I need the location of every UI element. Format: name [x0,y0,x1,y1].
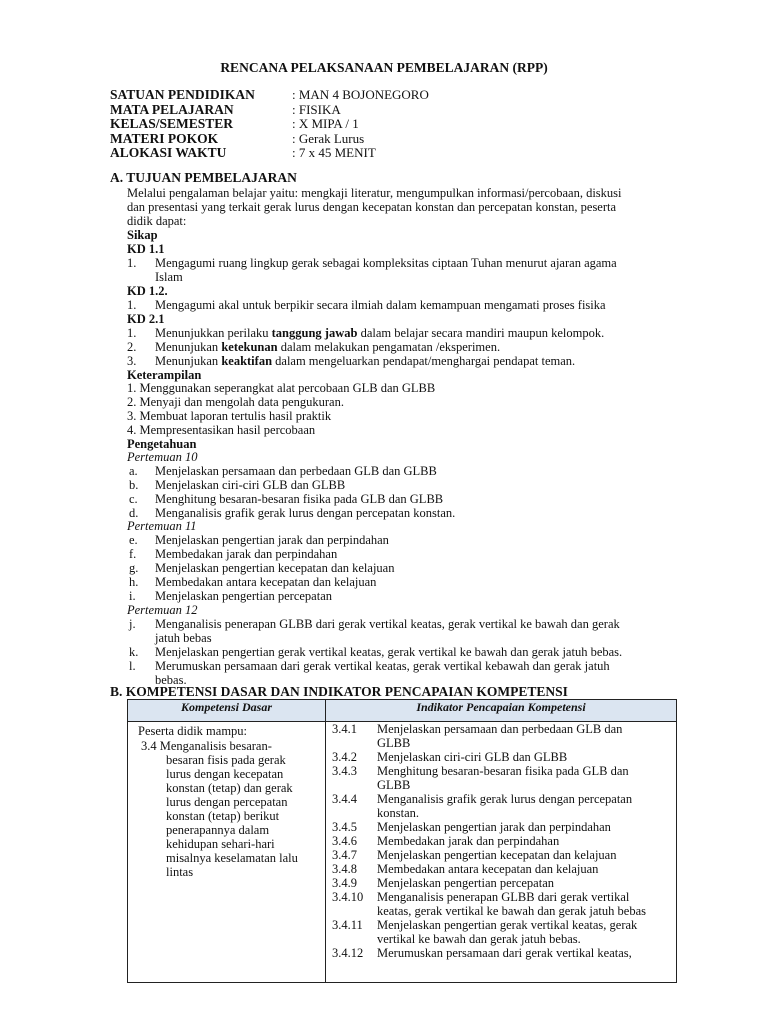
list-number: 1. [127,326,137,340]
intro-line: dan presentasi yang terkait gerak lurus dengan kecepatan konstan dan percepatan konstan, peserta [127,200,617,214]
kd-text-line: kehidupan sehari-hari [166,837,275,851]
meta-row [110,88,429,103]
item-emphasis: keaktifan [221,354,273,368]
kd-text-line: lurus dengan kecepatan [166,767,284,781]
meta-key: MATA PELAJARAN [110,101,234,117]
list-item: Menjelaskan pengertian kecepatan dan kelajuan [155,561,395,575]
list-number: 2. [127,340,137,354]
intro-line: didik dapat: [127,214,187,228]
meta-key: ALOKASI WAKTU [110,145,227,160]
keterampilan-heading: Keterampilan [127,368,202,382]
indicator-text: vertikal ke bawah dan gerak jatuh bebas. [377,932,581,946]
list-number: b. [129,478,139,492]
list-item: Menganalisis penerapan GLBB dari gerak vertikal keatas, gerak vertikal ke bawah dan gerak [155,617,620,631]
pengetahuan-heading: Pengetahuan [127,437,197,451]
meta-row [110,103,429,118]
indicator-text: Menjelaskan pengertian gerak vertikal keatas, gerak [377,918,638,932]
list-item: 1. Menggunakan seperangkat alat percobaan GLB dan GLBB [127,381,436,395]
list-number: g. [129,561,139,575]
indicator-text: Menjelaskan pengertian percepatan [377,876,554,890]
meta-value: : 7 x 45 MENIT [292,145,376,160]
section-a-heading: A. TUJUAN PEMBELAJARAN [110,170,297,185]
column-header-kd: Kompetensi Dasar [128,700,326,722]
list-item: Menghitung besaran-besaran fisika pada GLB dan GLBB [155,492,444,506]
list-number: j. [129,617,136,631]
meeting-10-heading: Pertemuan 10 [127,450,198,464]
meta-value: : Gerak Lurus [292,130,365,146]
kd-cell [128,722,326,983]
table-header-row [128,700,677,722]
meeting-12-heading: Pertemuan 12 [127,603,198,617]
indicator-code: 3.4.4 [332,792,357,806]
indicator-text: Menghitung besaran-besaran fisika pada GLB dan [377,764,629,778]
indicator-code: 3.4.6 [332,834,357,848]
kd-text-line: konstan (tetap) dan gerak [166,781,293,795]
kd-text-line: lintas [166,865,194,879]
indicator-cell [326,722,677,983]
item-text: dalam mengeluarkan pendapat/menghargai pendapat teman. [272,354,576,368]
meta-key: KELAS/SEMESTER [110,116,234,131]
kd-text-line: penerapannya dalam [166,823,270,837]
list-item: Menjelaskan persamaan dan perbedaan GLB dan GLBB [155,464,437,478]
kd-2-1-heading: KD 2.1 [127,312,165,326]
list-item: Merumuskan persamaan dari gerak vertikal keatas, gerak vertikal kebawah dan gerak jatuh [155,659,610,673]
list-item: 2. Menyaji dan mengolah data pengukuran. [127,395,344,409]
meta-key: MATERI POKOK [110,130,219,146]
competency-table [127,699,677,983]
section-b-heading: B. KOMPETENSI DASAR DAN INDIKATOR PENCAPAIAN KOMPETENSI [110,684,568,699]
list-number: f. [129,547,137,561]
indicator-text: GLBB [377,778,411,792]
list-number: a. [129,464,138,478]
meta-row [110,146,429,161]
list-item: jatuh bebas [155,631,212,645]
table-row [128,722,677,983]
indicator-text: GLBB [377,736,411,750]
kd-1-1-heading: KD 1.1 [127,242,165,256]
kd-text-line: konstan (tetap) berikut [166,809,280,823]
meta-value: : X MIPA / 1 [292,116,359,131]
list-item: Mengagumi ruang lingkup gerak sebagai kompleksitas ciptaan Tuhan menurut ajaran agama [155,256,617,270]
indicator-text: konstan. [377,806,420,820]
list-number: c. [129,492,138,506]
document-title: RENCANA PELAKSANAAN PEMBELAJARAN (RPP) [220,60,548,75]
indicator-text: Menjelaskan persamaan dan perbedaan GLB dan [377,722,623,736]
list-item: 3. Membuat laporan tertulis hasil praktik [127,409,332,423]
column-header-indicator: Indikator Pencapaian Kompetensi [326,700,677,722]
list-number: e. [129,533,138,547]
indicator-code: 3.4.10 [332,890,364,904]
list-item: Membedakan jarak dan perpindahan [155,547,338,561]
list-number: d. [129,506,139,520]
kd-text-line: besaran fisis pada gerak [166,753,286,767]
indicator-code: 3.4.12 [332,946,364,960]
intro-line: Melalui pengalaman belajar yaitu: mengkaji literatur, mengumpulkan informasi/percobaan, diskusi [127,186,622,200]
list-number: l. [129,659,136,673]
indicator-code: 3.4.8 [332,862,357,876]
list-number: k. [129,645,139,659]
indicator-code: 3.4.3 [332,764,357,778]
indicator-text: Menjelaskan ciri-ciri GLB dan GLBB [377,750,568,764]
indicator-text: Menjelaskan pengertian kecepatan dan kelajuan [377,848,617,862]
list-number: i. [129,589,136,603]
item-emphasis: ketekunan [221,340,278,354]
indicator-text: Merumuskan persamaan dari gerak vertikal keatas, [377,946,632,960]
item-text: Menunjukan [155,354,222,368]
kd-text-line: lurus dengan percepatan [166,795,288,809]
list-number: 3. [127,354,137,368]
indicator-text: Menjelaskan pengertian jarak dan perpindahan [377,820,611,834]
meta-row [110,117,429,132]
indicator-text: Membedakan antara kecepatan dan kelajuan [377,862,599,876]
item-text: Menunjukan [155,340,222,354]
indicator-text: Menganalisis grafik gerak lurus dengan percepatan [377,792,633,806]
indicator-text: Menganalisis penerapan GLBB dari gerak vertikal [377,890,630,904]
indicator-code: 3.4.1 [332,722,357,736]
indicator-code: 3.4.7 [332,848,357,862]
list-item [155,326,604,340]
meta-value: : FISIKA [292,101,341,117]
kd-text-line: 3.4 Menganalisis besaran- [141,739,272,753]
meta-row [110,132,429,147]
meeting-11-heading: Pertemuan 11 [127,519,197,533]
list-item [155,340,500,354]
list-item [155,354,575,368]
indicator-text: Membedakan jarak dan perpindahan [377,834,560,848]
item-text: dalam melakukan pengamatan /eksperimen. [277,340,501,354]
identity-block [110,88,429,161]
list-item: Menganalisis grafik gerak lurus dengan percepatan konstan. [155,506,456,520]
indicator-code: 3.4.11 [332,918,363,932]
indicator-text: keatas, gerak vertikal ke bawah dan gerak jatuh bebas [377,904,646,918]
item-text: Menunjukkan perilaku [155,326,272,340]
list-number: 1. [127,256,137,270]
kd-intro: Peserta didik mampu: [138,724,248,738]
item-text: dalam belajar secara mandiri maupun kelompok. [357,326,605,340]
indicator-code: 3.4.5 [332,820,357,834]
list-item: Menjelaskan pengertian gerak vertikal keatas, gerak vertikal ke bawah dan gerak jatuh bebas. [155,645,623,659]
list-number: h. [129,575,139,589]
kd-text-line: misalnya keselamatan lalu [166,851,298,865]
list-item: Menjelaskan ciri-ciri GLB dan GLBB [155,478,346,492]
list-item: Islam [155,270,183,284]
meta-key: SATUAN PENDIDIKAN [110,87,255,102]
kd-1-2-heading: KD 1.2. [127,284,168,298]
list-number: 1. [127,298,137,312]
item-emphasis: tanggung jawab [271,326,358,340]
list-item: Menjelaskan pengertian percepatan [155,589,332,603]
list-item: bebas. [155,673,187,687]
indicator-code: 3.4.2 [332,750,357,764]
list-item: Membedakan antara kecepatan dan kelajuan [155,575,377,589]
indicator-code: 3.4.9 [332,876,357,890]
list-item: Mengagumi akal untuk berpikir secara ilmiah dalam kemampuan mengamati proses fisika [155,298,606,312]
meta-value: : MAN 4 BOJONEGORO [292,87,429,102]
list-item: Menjelaskan pengertian jarak dan perpindahan [155,533,389,547]
sikap-heading: Sikap [127,228,158,242]
list-item: 4. Mempresentasikan hasil percobaan [127,423,316,437]
